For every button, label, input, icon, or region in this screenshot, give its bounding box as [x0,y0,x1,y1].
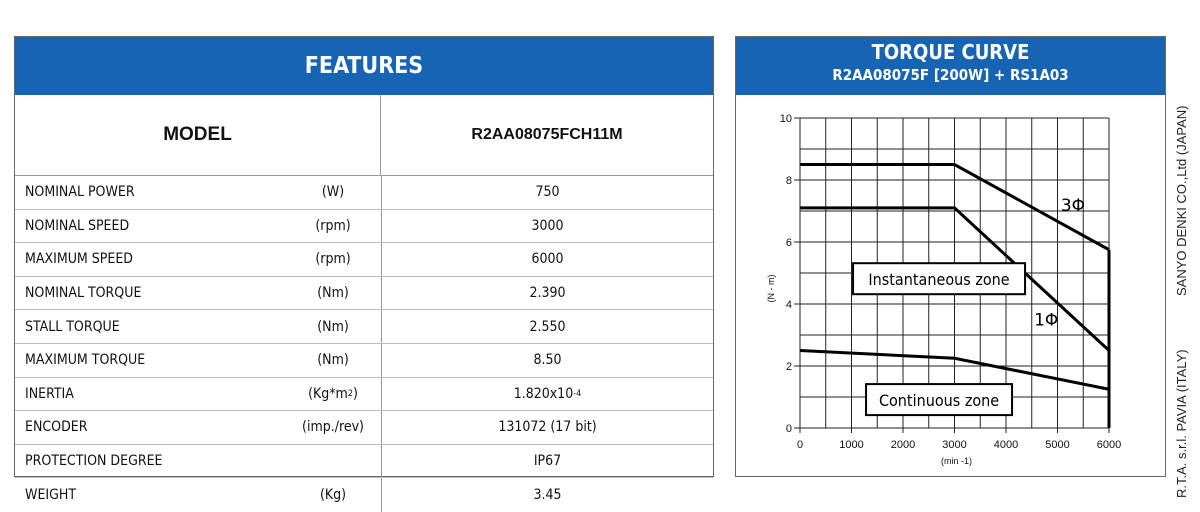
spec-row [15,344,713,378]
spec-row [15,411,713,445]
spec-name: STALL TORQUE [25,318,120,335]
torque-chart [736,95,1165,476]
y-tick-label: 10 [779,113,792,125]
model-label: MODEL [15,95,381,175]
spec-name: INERTIA [25,385,74,402]
spec-rows [15,176,713,512]
spec-unit: (Nm) [317,285,349,302]
spec-value: 3000 [381,210,713,243]
spec-unit: (Kg*m 2 ) [308,385,358,402]
spec-value: 1.820x10 -4 [381,378,713,411]
spec-unit-end: ) [352,385,358,402]
y-tick-label: 8 [785,175,792,187]
x-tick-label: 0 [796,439,804,451]
spec-row [15,176,713,210]
spec-row [15,310,713,344]
zone-label: Instantaneous zone [868,270,1010,290]
torque-header [736,37,1165,95]
y-tick-label: 4 [785,299,792,311]
spec-unit: (Nm) [317,318,349,335]
features-table [14,36,714,504]
series-label: 3Φ [1060,196,1086,216]
x-tick-label: 1000 [839,439,864,451]
spec-unit [285,445,381,478]
spec-row [15,478,713,512]
spec-row [15,210,713,244]
spec-row [15,243,713,277]
spec-value: 2.550 [381,310,713,343]
features-title: FEATURES [15,37,713,95]
spec-unit-text: (Kg*m [308,385,348,402]
spec-unit: (rpm) [315,217,351,234]
spec-value-text: 1.820x10 [513,385,574,402]
spec-name: MAXIMUM TORQUE [25,352,146,369]
spec-value: 8.50 [381,344,713,377]
spec-value: 6000 [381,243,713,276]
side-text-manufacturer: SANYO DENKI CO.,Ltd (JAPAN) [1174,105,1189,296]
spec-name: NOMINAL POWER [25,184,135,201]
torque-title: TORQUE CURVE [871,40,1030,64]
x-tick-label: 5000 [1045,439,1070,451]
spec-name: MAXIMUM SPEED [25,251,133,268]
zone-label: Continuous zone [878,391,1000,411]
model-value: R2AA08075FCH11M [471,126,623,143]
x-tick-label: 2000 [890,439,916,451]
side-text-distributor: R.T.A. s.r.l. PAVIA (ITALY) [1174,349,1189,498]
spec-unit: (Kg) [319,487,347,504]
x-tick-label: 6000 [1096,439,1122,451]
spec-name: PROTECTION DEGREE [25,453,163,470]
spec-value: IP67 [381,445,713,478]
y-axis-label: (N - m) [766,274,776,303]
y-tick-label: 0 [785,423,792,435]
model-row [15,95,713,176]
series-label: 1Φ [1034,310,1059,331]
spec-unit: (Nm) [317,352,349,369]
spec-row [15,378,713,412]
y-tick-label: 6 [785,237,792,249]
spec-row [15,445,713,479]
torque-curve-panel [735,36,1166,477]
spec-row [15,277,713,311]
torque-subtitle: R2AA08075F [200W] + RS1A03 [832,66,1069,84]
spec-name: WEIGHT [25,487,77,504]
y-tick-label: 2 [785,361,792,373]
spec-unit: (imp./rev) [302,419,364,436]
x-axis-label: (min -1) [941,456,972,466]
spec-unit: (W) [321,184,345,201]
spec-name: NOMINAL SPEED [25,217,130,234]
x-tick-label: 3000 [942,439,967,451]
spec-unit: (rpm) [315,251,351,268]
spec-name: ENCODER [25,419,88,436]
spec-name: NOMINAL TORQUE [25,285,142,302]
spec-value: 131072 (17 bit) [381,411,713,444]
x-tick-label: 4000 [993,439,1019,451]
spec-value: 2.390 [381,277,713,310]
spec-value: 3.45 [381,478,713,512]
spec-value: 750 [381,176,713,209]
